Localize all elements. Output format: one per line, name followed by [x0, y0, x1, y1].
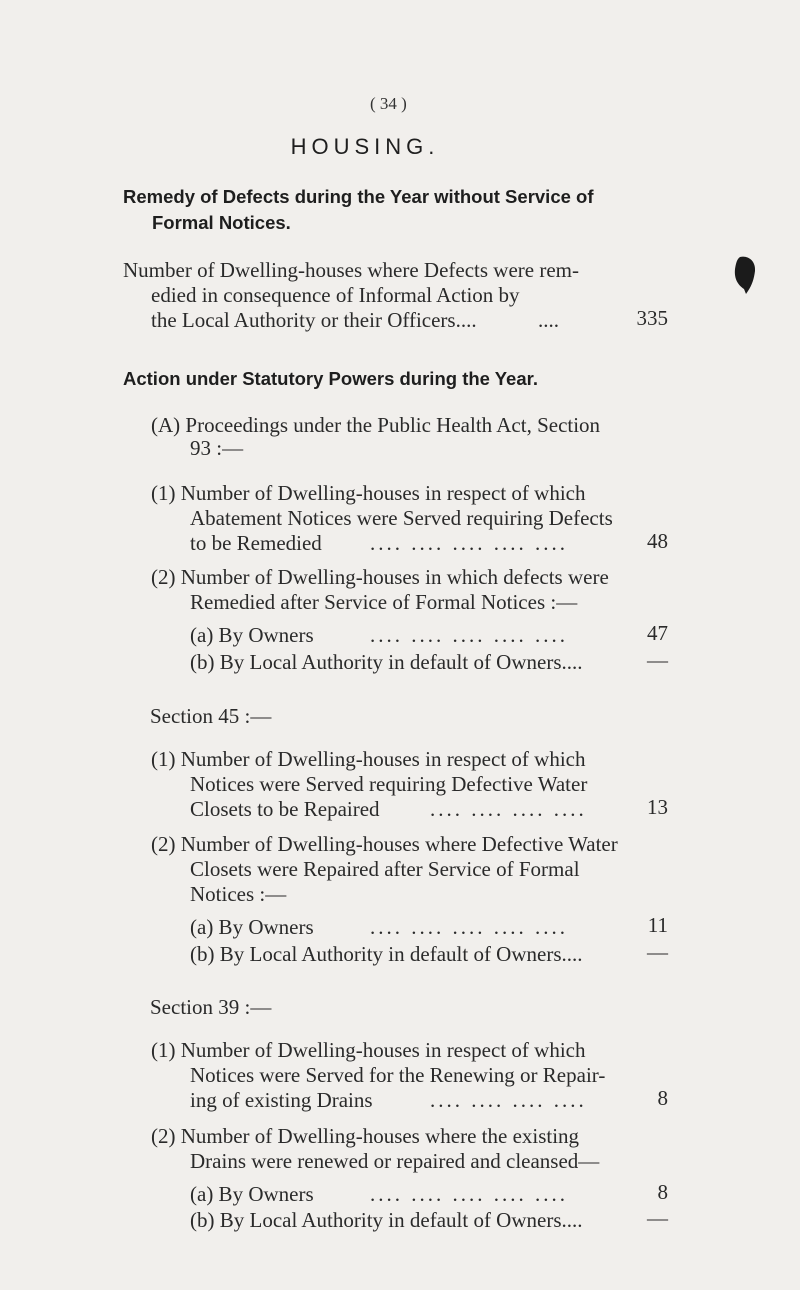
s45-item2a-dots: .... .... .... .... .... — [370, 915, 568, 939]
s45-heading: Section 45 :— — [150, 704, 272, 728]
remedy-item-line1: Number of Dwelling-houses where Defects were rem- — [123, 258, 579, 282]
s93-item2a-dots: .... .... .... .... .... — [370, 623, 568, 647]
remedy-item-line3: the Local Authority or their Officers.... — [151, 308, 477, 332]
s39-heading: Section 39 :— — [150, 995, 272, 1019]
remedy-item-dots: .... — [538, 308, 559, 332]
statutory-heading: Action under Statutory Powers during the Year. — [123, 368, 538, 389]
s93-item2b-value: — — [647, 648, 668, 672]
s45-item1-dots: .... .... .... .... — [430, 797, 587, 821]
page-title: HOUSING. — [290, 134, 440, 159]
s45-item2-line3: Notices :— — [190, 882, 287, 906]
s39-item2-line1: (2) Number of Dwelling-houses where the existing — [151, 1124, 580, 1148]
remedy-item-line2: edied in consequence of Informal Action by — [151, 283, 520, 307]
s39-item2a-value: 8 — [657, 1180, 668, 1204]
ink-blot-mark — [732, 255, 758, 295]
page-number: ( 34 ) — [370, 94, 407, 113]
s93-item1-value: 48 — [647, 529, 668, 553]
s93-item1-dots: .... .... .... .... .... — [370, 531, 568, 555]
s93-item2b-label: (b) By Local Authority in default of Owners.... — [190, 650, 583, 674]
s39-item2a-dots: .... .... .... .... .... — [370, 1182, 568, 1206]
proceedings-line2: 93 :— — [190, 436, 244, 460]
s39-item1-line2: Notices were Served for the Renewing or Repair- — [190, 1063, 606, 1087]
s39-item1-dots: .... .... .... .... — [430, 1088, 587, 1112]
remedy-heading-line1: Remedy of Defects during the Year without Service of — [123, 186, 594, 207]
s45-item1-line2: Notices were Served requiring Defective Water — [190, 772, 588, 796]
s39-item1-line3: ing of existing Drains — [190, 1088, 373, 1112]
s45-item2b-value: — — [647, 940, 668, 964]
s39-item1-line1: (1) Number of Dwelling-houses in respect of which — [151, 1038, 586, 1062]
s93-item2-line1: (2) Number of Dwelling-houses in which defects were — [151, 565, 609, 589]
s39-item1-value: 8 — [657, 1086, 668, 1110]
s45-item2-line1: (2) Number of Dwelling-houses where Defective Water — [151, 832, 618, 856]
s93-item1-line2: Abatement Notices were Served requiring Defects — [190, 506, 613, 530]
proceedings-line1: (A) Proceedings under the Public Health Act, Section — [151, 413, 601, 437]
s39-item2b-label: (b) By Local Authority in default of Owners.... — [190, 1208, 583, 1232]
s39-item2-line2: Drains were renewed or repaired and cleansed— — [190, 1149, 600, 1173]
s45-item2a-label: (a) By Owners — [190, 915, 314, 939]
s45-item2b-label: (b) By Local Authority in default of Owners.... — [190, 942, 583, 966]
s93-item2a-label: (a) By Owners — [190, 623, 314, 647]
s93-item1-line3: to be Remedied — [190, 531, 322, 555]
s93-item2-line2: Remedied after Service of Formal Notices :— — [190, 590, 578, 614]
s45-item1-line1: (1) Number of Dwelling-houses in respect of which — [151, 747, 586, 771]
s39-item2b-value: — — [647, 1206, 668, 1230]
s45-item2a-value: 11 — [647, 913, 668, 937]
s45-item1-line3: Closets to be Repaired — [190, 797, 380, 821]
remedy-heading-line2: Formal Notices. — [152, 212, 291, 233]
s93-item2a-value: 47 — [647, 621, 668, 645]
s39-item2a-label: (a) By Owners — [190, 1182, 314, 1206]
s45-item1-value: 13 — [647, 795, 668, 819]
remedy-item-value: 335 — [636, 306, 668, 330]
s93-item1-line1: (1) Number of Dwelling-houses in respect of which — [151, 481, 586, 505]
s45-item2-line2: Closets were Repaired after Service of Formal — [190, 857, 580, 881]
